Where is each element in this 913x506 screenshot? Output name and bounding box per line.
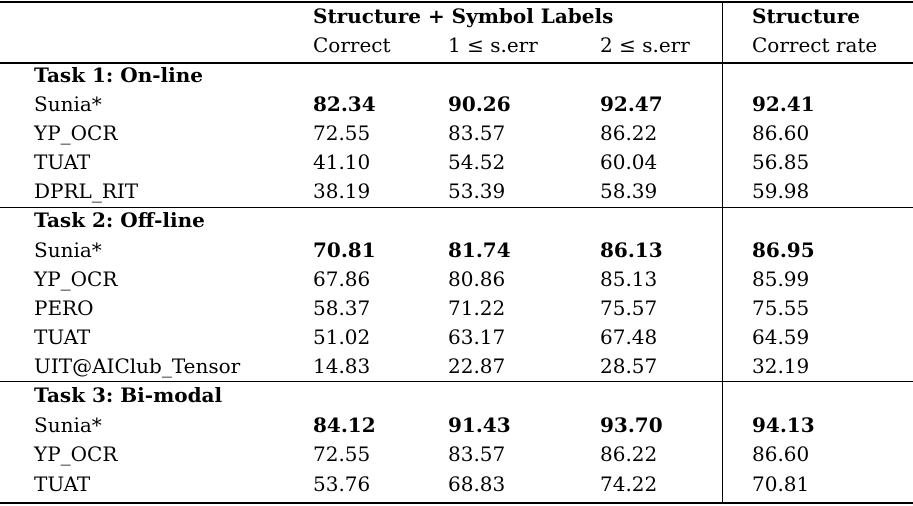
value-cell: 14.83 (313, 354, 371, 378)
value-cell: 93.70 (600, 413, 663, 437)
value-cell: 86.22 (600, 121, 658, 145)
column-divider (722, 1, 723, 504)
subheader-correct: Correct (313, 33, 391, 57)
value-cell: 54.52 (448, 150, 506, 174)
section-title: Task 3: Bi-modal (34, 383, 223, 407)
row-name: PERO (34, 296, 94, 320)
value-cell: 38.19 (313, 179, 371, 203)
value-cell: 82.34 (313, 92, 376, 116)
value-cell: 83.57 (448, 442, 506, 466)
value-cell: 71.22 (448, 296, 506, 320)
value-cell: 80.86 (448, 267, 506, 291)
value-cell: 58.39 (600, 179, 658, 203)
value-cell: 56.85 (752, 150, 810, 174)
row-name: YP_OCR (34, 267, 118, 291)
value-cell: 72.55 (313, 121, 371, 145)
value-cell: 86.60 (752, 442, 810, 466)
value-cell: 85.13 (600, 267, 658, 291)
value-cell: 64.59 (752, 325, 810, 349)
row-name: DPRL_RIT (34, 179, 139, 203)
value-cell: 90.26 (448, 92, 511, 116)
value-cell: 75.57 (600, 296, 658, 320)
section-title: Task 1: On-line (34, 63, 203, 87)
row-name: YP_OCR (34, 442, 118, 466)
value-cell: 91.43 (448, 413, 511, 437)
value-cell: 92.41 (752, 92, 815, 116)
row-name: TUAT (34, 472, 91, 496)
value-cell: 53.76 (313, 472, 371, 496)
value-cell: 60.04 (600, 150, 658, 174)
row-name: YP_OCR (34, 121, 118, 145)
row-name: TUAT (34, 325, 91, 349)
value-cell: 85.99 (752, 267, 810, 291)
value-cell: 22.87 (448, 354, 506, 378)
subheader-1-serr: 1 ≤ s.err (448, 33, 538, 57)
value-cell: 74.22 (600, 472, 658, 496)
value-cell: 59.98 (752, 179, 810, 203)
value-cell: 86.22 (600, 442, 658, 466)
value-cell: 70.81 (752, 472, 810, 496)
value-cell: 63.17 (448, 325, 506, 349)
value-cell: 94.13 (752, 413, 815, 437)
subheader-2-serr: 2 ≤ s.err (600, 33, 690, 57)
value-cell: 86.13 (600, 238, 663, 262)
group-header-structure: Structure (752, 4, 860, 28)
row-name: UIT@AIClub_Tensor (34, 354, 241, 378)
value-cell: 51.02 (313, 325, 371, 349)
subheader-correct-rate: Correct rate (752, 33, 878, 57)
section-title: Task 2: Off-line (34, 208, 205, 232)
value-cell: 70.81 (313, 238, 376, 262)
value-cell: 67.48 (600, 325, 658, 349)
row-name: Sunia* (34, 92, 102, 116)
group-header-structure-symbol: Structure + Symbol Labels (313, 4, 614, 28)
value-cell: 68.83 (448, 472, 506, 496)
row-name: Sunia* (34, 238, 102, 262)
value-cell: 83.57 (448, 121, 506, 145)
row-name: Sunia* (34, 413, 102, 437)
value-cell: 28.57 (600, 354, 658, 378)
value-cell: 86.95 (752, 238, 815, 262)
value-cell: 67.86 (313, 267, 371, 291)
row-name: TUAT (34, 150, 91, 174)
value-cell: 58.37 (313, 296, 371, 320)
value-cell: 84.12 (313, 413, 376, 437)
value-cell: 92.47 (600, 92, 663, 116)
value-cell: 53.39 (448, 179, 506, 203)
value-cell: 81.74 (448, 238, 511, 262)
value-cell: 32.19 (752, 354, 810, 378)
value-cell: 41.10 (313, 150, 371, 174)
value-cell: 86.60 (752, 121, 810, 145)
bottom-rule (0, 502, 913, 504)
value-cell: 75.55 (752, 296, 810, 320)
value-cell: 72.55 (313, 442, 371, 466)
